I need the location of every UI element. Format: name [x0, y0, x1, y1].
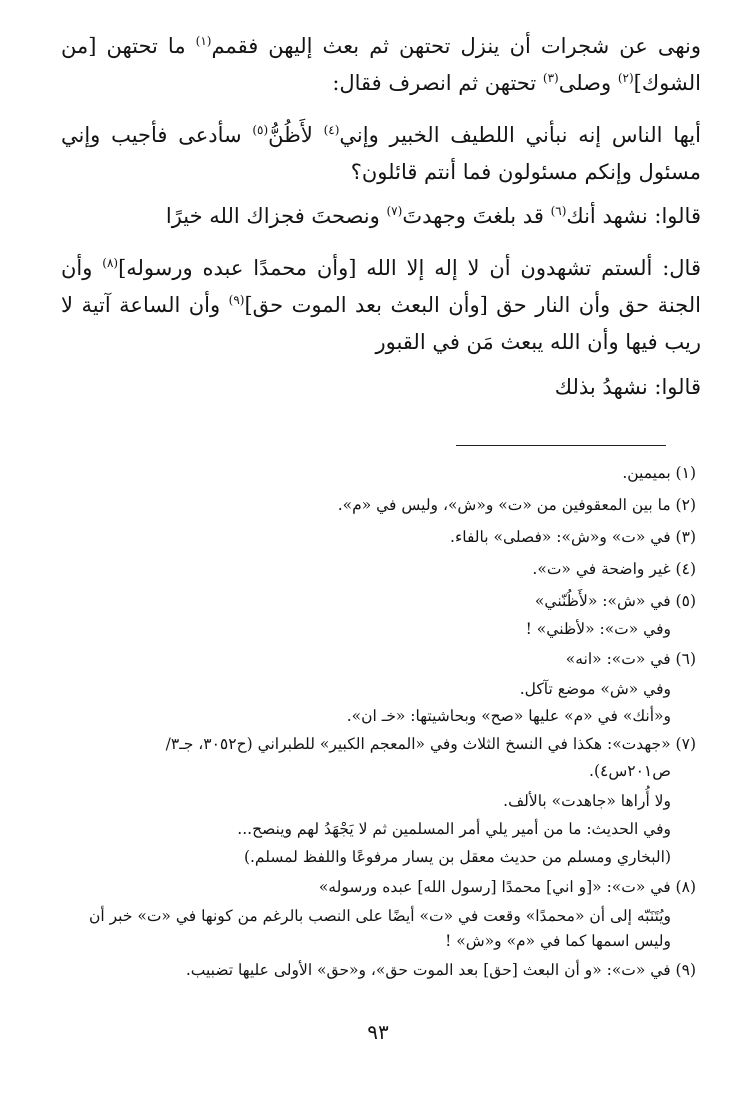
- footnote-6: (٦) في «ت»: «انه»: [565, 650, 696, 668]
- body-text-run: سأدعى فأجيب وإني: [61, 123, 242, 147]
- footnote-1: (١) بميمين.: [622, 464, 696, 482]
- footnote-ref-9: (٩): [228, 293, 245, 307]
- footnote-ref-7: (٧): [386, 204, 403, 218]
- footnote-7-continuation: ص٢٠١س٤).: [589, 762, 671, 780]
- body-text-run: مسئول وإنكم مسئولون فما أنتم قائلون؟: [350, 160, 701, 184]
- body-text-run: لأَظُنُّ: [268, 123, 313, 147]
- footnote-ref-1: (١): [195, 34, 212, 48]
- footnote-5-continuation: وفي «ت»: «لأظني» !: [525, 620, 671, 638]
- footnote-divider: [456, 445, 666, 446]
- footnote-7-continuation: (البخاري ومسلم من حديث معقل بن يسار مرفوعًا واللفظ لمسلم.): [243, 848, 671, 866]
- page-number: ٩٣: [367, 1020, 389, 1044]
- footnote-8: (٨) في «ت»: «[و اني] محمدًا [رسول الله] عبده ورسوله»: [318, 878, 696, 896]
- body-text-run: وصلى: [558, 71, 612, 95]
- body-text-run: تحتهن ثم انصرف فقال:: [332, 71, 537, 95]
- body-text-run: وأن: [61, 256, 93, 280]
- body-text-run: ونصحتَ فجزاك الله خيرًا: [165, 204, 380, 228]
- body-text-run: الجنة حق وأن النار حق [وأن البعث بعد الموت حق]: [244, 293, 701, 317]
- footnote-3: (٣) في «ت» و«ش»: «فصلى» بالفاء.: [450, 528, 696, 546]
- footnote-7-continuation: ولا أُراها «جاهدت» بالألف.: [503, 792, 671, 810]
- body-paragraph-2: [61, 117, 701, 191]
- body-text-run: وأن الساعة آتية: [81, 293, 221, 317]
- footnote-9: (٩) في «ت»: «و أن البعث [حق] بعد الموت حق»، و«حق» الأولى عليها تضبيب.: [185, 961, 696, 979]
- body-text-run: قالوا: نشهد أنك: [566, 204, 701, 228]
- body-paragraph-1: [61, 28, 701, 102]
- footnote-5: (٥) في «ش»: «لأَظُنّني»: [534, 592, 696, 610]
- footnote-ref-8: (٨): [102, 256, 119, 270]
- footnote-6-continuation: وفي «ش» موضع تآكل.: [519, 680, 671, 698]
- body-text-run: أيها الناس إنه نبأني اللطيف الخبير وإني: [339, 123, 701, 147]
- body-text-run: قد بلغتَ وجهدتَ: [402, 204, 544, 228]
- footnote-8-continuation: ويُتَنَبّه إلى أن «محمدًا» وقعت في «ت» أيضًا على النصب بالرغم من كونها في «ت» خبر أن: [88, 907, 671, 925]
- footnote-ref-2: (٢): [617, 71, 634, 85]
- body-paragraph-5: [61, 369, 701, 406]
- footnote-8-continuation: وليس اسمها كما في «م» و«ش» !: [445, 932, 671, 950]
- footnote-7-continuation: وفي الحديث: ما من أمير يلي أمر المسلمين ثم لا يَجْهَدُ لهم وينصح...: [237, 820, 671, 838]
- body-paragraph-4: [61, 250, 701, 361]
- footnote-6-continuation: و«أنك» في «م» عليها «صح» وبحاشيتها: «خـ ان».: [346, 707, 671, 725]
- footnote-ref-5: (٥): [252, 123, 269, 137]
- body-text-run: ونهى عن شجرات أن ينزل تحتهن ثم بعث إليهن فقمم: [211, 34, 701, 58]
- body-text-run: لا ريب فيها وأن الله يبعث مَن في القبور: [61, 293, 701, 354]
- body-text-run: الشوك]: [633, 71, 701, 95]
- body-paragraph-3: [61, 198, 701, 235]
- footnote-ref-4: (٤): [323, 123, 340, 137]
- body-text-run: ما تحتهن [من: [61, 34, 186, 58]
- body-text-run: قالوا: نشهدُ بذلك: [554, 375, 701, 399]
- footnote-7: (٧) «جهدت»: هكذا في النسخ الثلاث وفي «المعجم الكبير» للطبراني (ح٣٠٥٢، جـ٣/: [165, 735, 696, 753]
- body-text-run: قال: ألستم تشهدون أن لا إله إلا الله [وأن محمدًا عبده ورسوله]: [118, 256, 701, 280]
- footnote-ref-3: (٣): [542, 71, 559, 85]
- footnote-2: (٢) ما بين المعقوفين من «ت» و«ش»، وليس في «م».: [337, 496, 696, 514]
- footnote-ref-6: (٦): [550, 204, 567, 218]
- footnote-4: (٤) غير واضحة في «ت».: [532, 560, 696, 578]
